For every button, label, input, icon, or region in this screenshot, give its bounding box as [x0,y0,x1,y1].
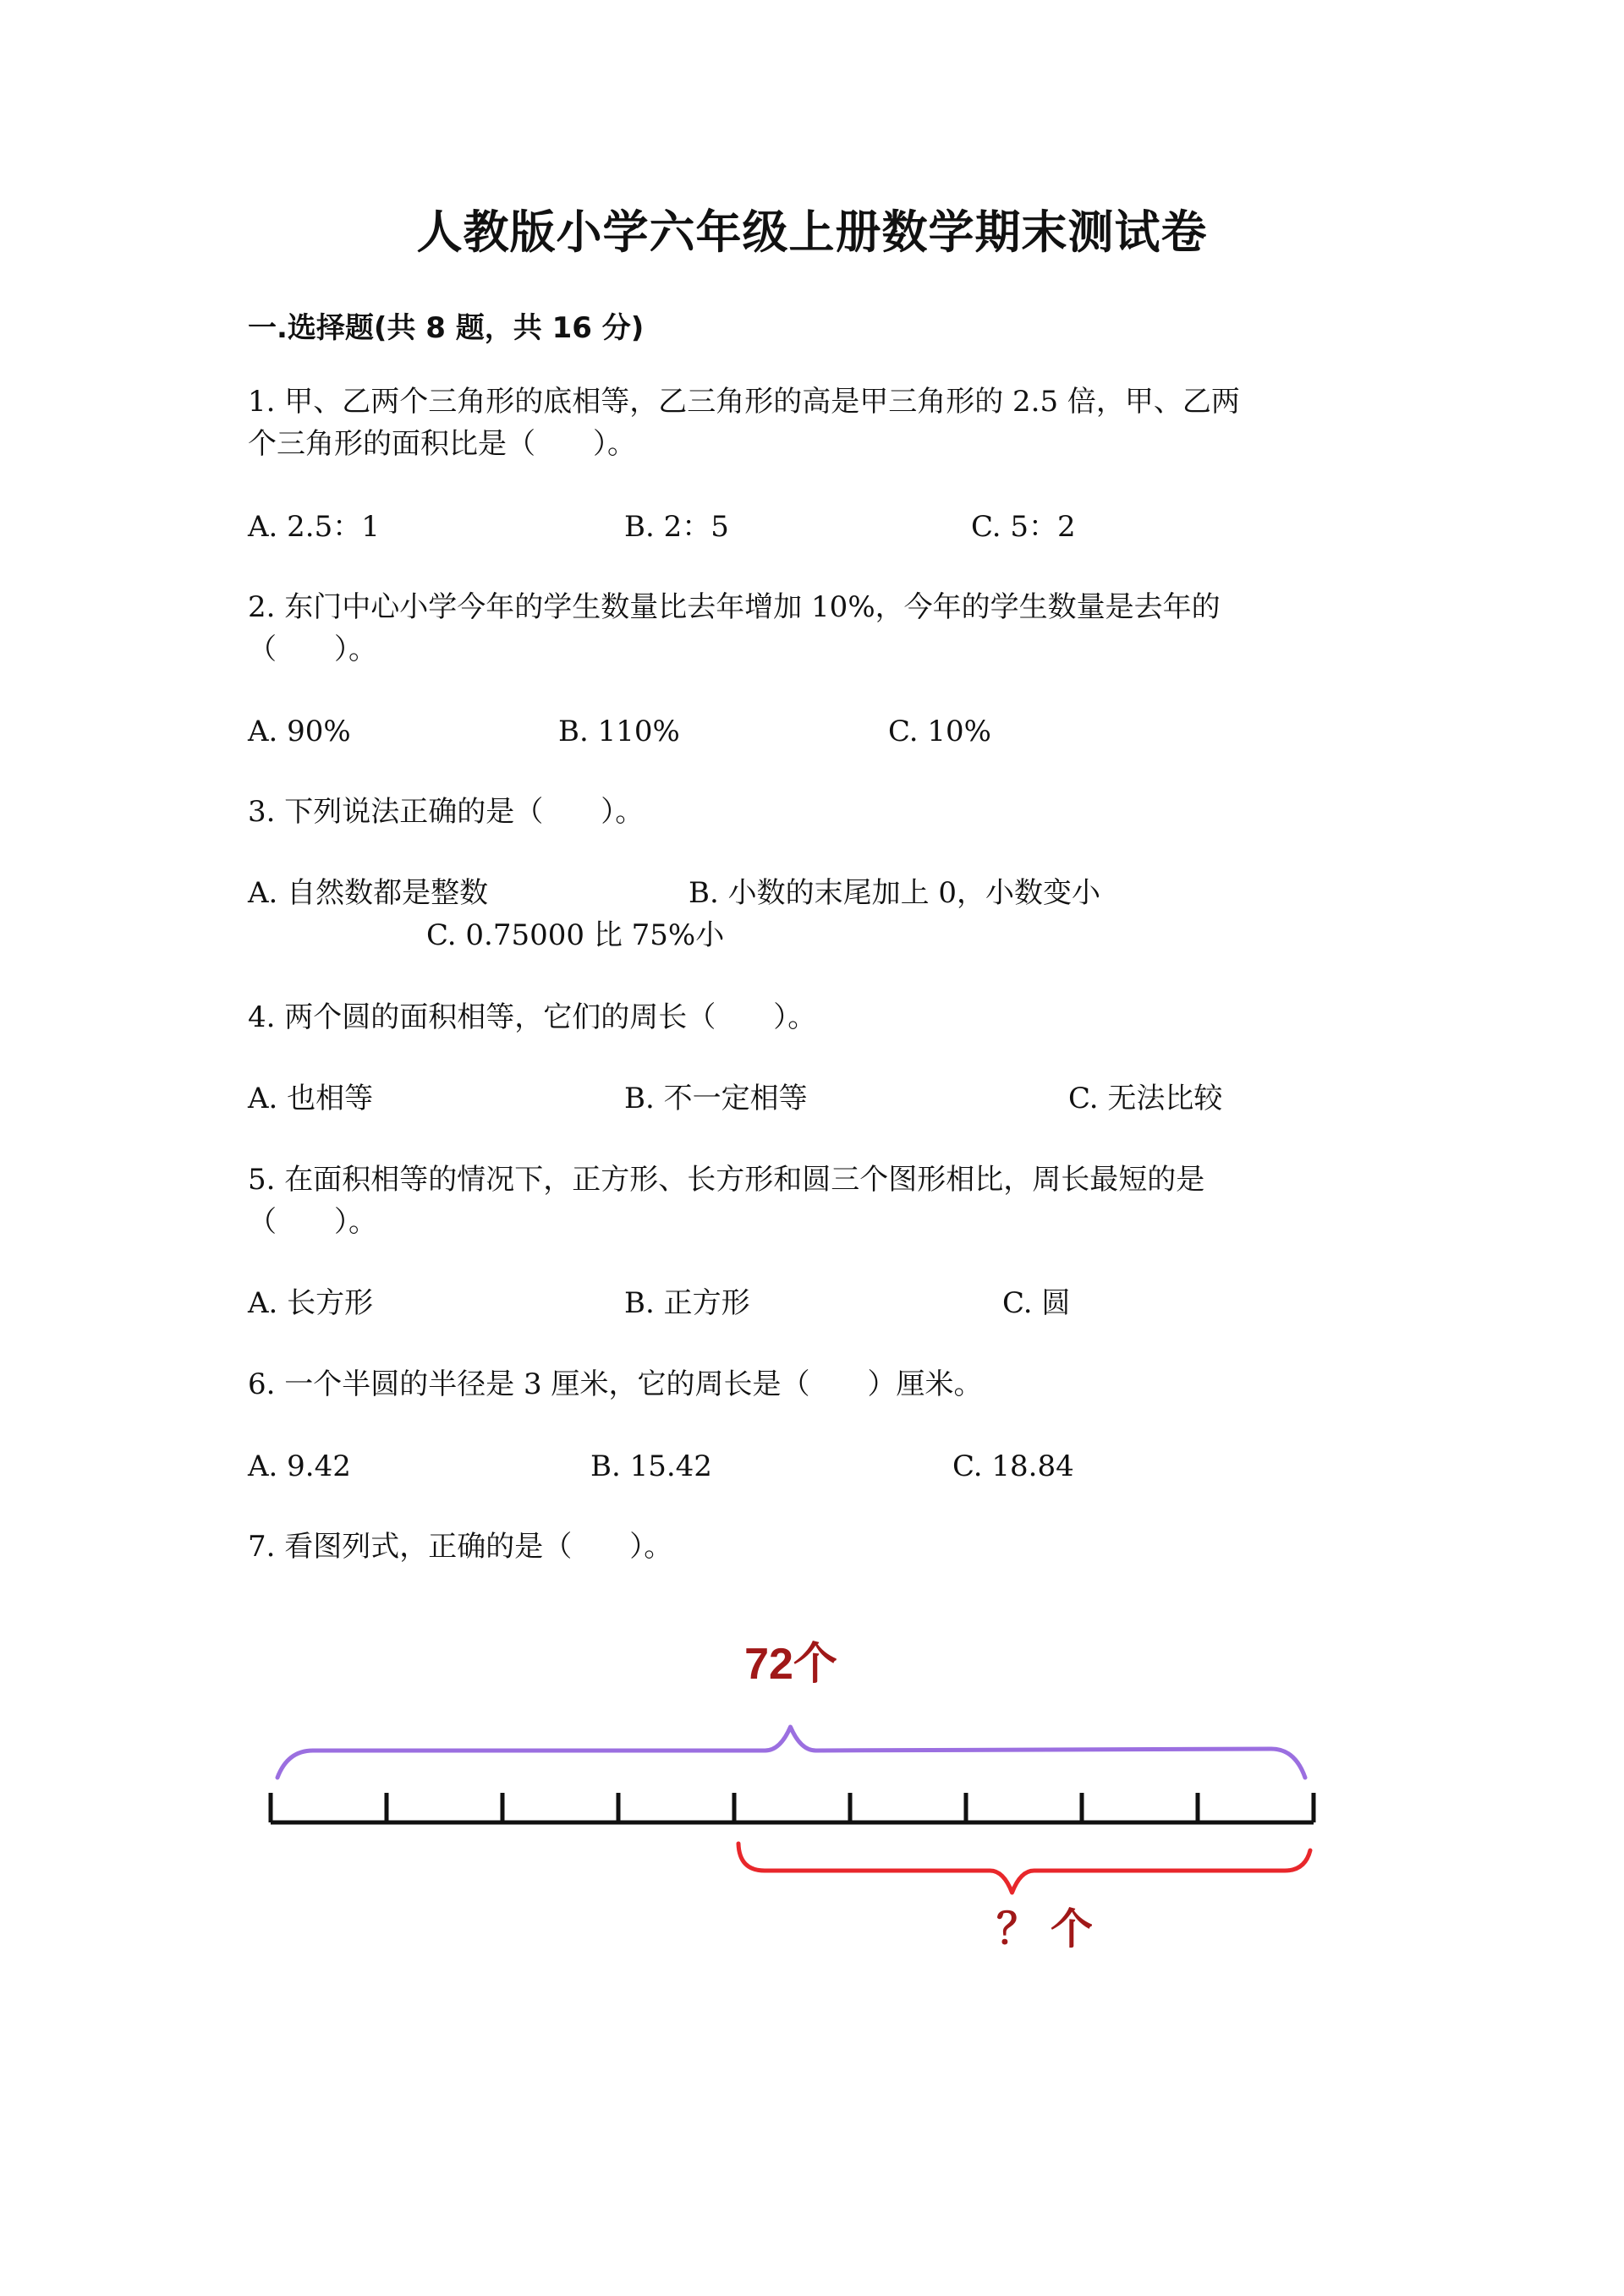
question-3-option-a: A. 自然数都是整数 [248,876,489,910]
question-4-option-c: C. 无法比较 [1068,1082,1223,1115]
question-5-option-b: B. 正方形 [624,1286,750,1320]
question-4-option-b: B. 不一定相等 [624,1082,808,1115]
page-title: 人教版小学六年级上册数学期末测试卷 [416,205,1208,259]
section-heading: 一.选择题(共 8 题，共 16 分) [248,311,645,345]
question-3-line-1: 3. 下列说法正确的是（ ）。 [248,795,645,829]
question-1-option-a: A. 2.5：1 [248,510,380,544]
question-2-option-a: A. 90% [248,715,351,748]
question-1-line-1: 1. 甲、乙两个三角形的底相等，乙三角形的高是甲三角形的 2.5 倍，甲、乙两 [248,385,1240,419]
total-label: 72个 [744,1640,837,1689]
question-5-line-1: 5. 在面积相等的情况下，正方形、长方形和圆三个图形相比，周长最短的是 [248,1163,1205,1197]
question-6-option-a: A. 9.42 [248,1449,351,1483]
question-1-line-2: 个三角形的面积比是（ ）。 [248,427,636,461]
question-2-option-b: B. 110% [558,715,680,748]
question-6-line-1: 6. 一个半圆的半径是 3 厘米，它的周长是（ ）厘米。 [248,1367,983,1401]
ticks-group [271,1793,1314,1822]
question-6-option-b: B. 15.42 [590,1449,712,1483]
question-2-line-2: （ ）。 [248,633,377,666]
question-5-option-a: A. 长方形 [248,1286,374,1320]
question-2-option-c: C. 10% [888,715,991,748]
question-4-line-1: 4. 两个圆的面积相等，它们的周长（ ）。 [248,1000,817,1034]
question-4-option-a: A. 也相等 [248,1082,374,1115]
question-7-line-1: 7. 看图列式，正确的是（ ）。 [248,1530,673,1564]
top-brace [277,1727,1305,1778]
question-3-option-b: B. 小数的末尾加上 0，小数变小 [689,876,1101,910]
part-label: ？ 个 [996,1905,1093,1953]
question-6-option-c: C. 18.84 [952,1449,1074,1483]
question-1-option-c: C. 5：2 [971,510,1076,544]
question-2-line-1: 2. 东门中心小学今年的学生数量比去年增加 10%，今年的学生数量是去年的 [248,590,1221,624]
question-3-option-c: C. 0.75000 比 75%小 [426,918,725,952]
question-5-option-c: C. 圆 [1002,1286,1071,1320]
question-1-option-b: B. 2：5 [624,510,729,544]
question-5-line-2: （ ）。 [248,1205,377,1239]
bottom-brace [738,1844,1310,1893]
